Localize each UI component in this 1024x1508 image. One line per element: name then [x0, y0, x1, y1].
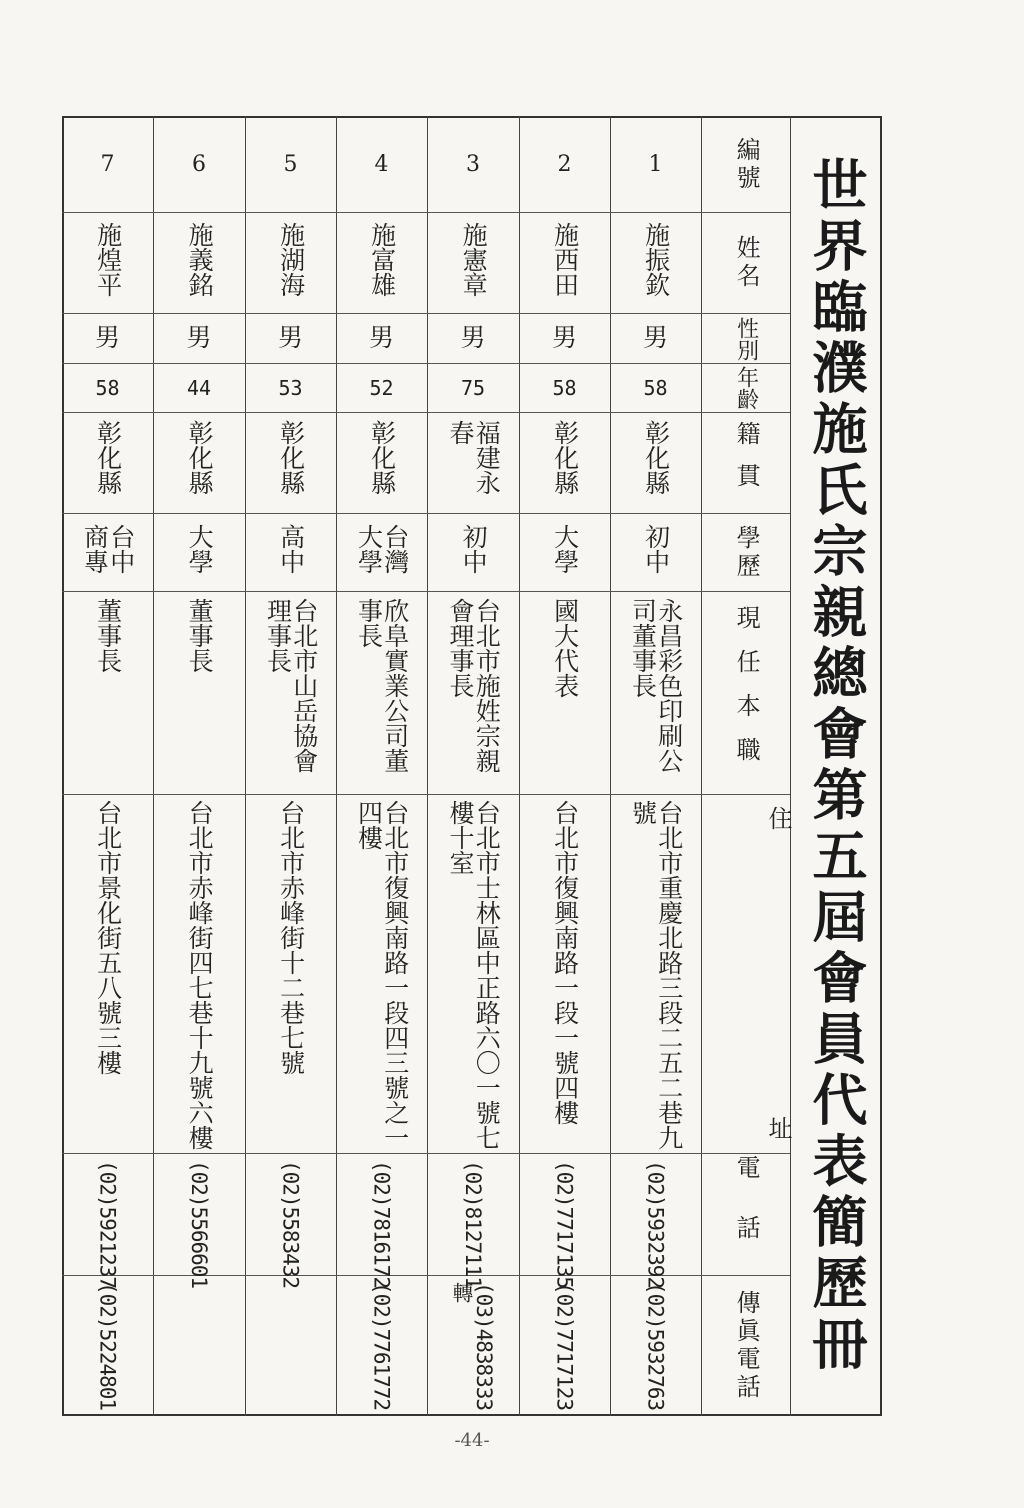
- member-2-phone-text: (02)7717135: [552, 1160, 577, 1289]
- member-4-id-text: 4: [374, 152, 389, 178]
- member-5-sex-text: 男: [277, 323, 303, 353]
- member-7-position-text: 董事長: [93, 598, 123, 673]
- member-2-education-text: 大學: [550, 524, 580, 574]
- member-7-address: [62, 800, 153, 1150]
- member-2-name-text: 施西田: [550, 222, 580, 297]
- member-3-name: [427, 222, 519, 312]
- field-divider: [62, 212, 790, 213]
- member-4-sex-text: 男: [368, 323, 394, 353]
- header-phone-text: 電話: [732, 1154, 761, 1275]
- member-2-phone: [519, 1160, 610, 1289]
- member-3-origin-text: 福建永春: [446, 420, 502, 495]
- member-5-position-text: 台北市山岳協會理事長: [263, 598, 319, 773]
- member-5-phone-text: (02)5583432: [278, 1160, 303, 1289]
- header-address-top-text: 住: [764, 806, 792, 834]
- member-3-origin: [427, 420, 519, 512]
- member-2-name: [519, 222, 610, 312]
- member-5-phone: [245, 1160, 336, 1289]
- member-3-position-text: 台北市施姓宗親會理事長: [446, 598, 502, 773]
- member-6-phone-text: (02)5566601: [187, 1160, 212, 1289]
- member-4-name-text: 施富雄: [367, 222, 397, 297]
- header-education: [701, 514, 790, 591]
- member-5-origin: [245, 420, 336, 512]
- member-5-id-text: 5: [283, 152, 298, 178]
- member-4-phone: [336, 1160, 427, 1289]
- member-2-fax: [519, 1282, 610, 1412]
- header-position-text: 現任本職: [732, 605, 761, 781]
- member-7-position: [62, 598, 153, 792]
- member-5-origin-text: 彰化縣: [276, 420, 306, 495]
- member-5-education-text: 高中: [276, 524, 306, 574]
- column-divider: [790, 116, 791, 1416]
- member-1-name-text: 施振欽: [641, 222, 671, 297]
- member-2-id-text: 2: [557, 152, 572, 178]
- member-1-sex-text: 男: [642, 323, 668, 353]
- member-2-sex-text: 男: [551, 323, 577, 353]
- member-2-fax-text: (02)7717123: [552, 1282, 577, 1411]
- document-title: [792, 116, 880, 1416]
- member-6-name: [153, 222, 245, 312]
- member-1-position: [610, 598, 701, 792]
- member-1-phone-text: (02)5932392: [643, 1160, 668, 1289]
- member-4-sex: [336, 314, 427, 363]
- member-6-sex-text: 男: [186, 323, 212, 353]
- header-sex-text: 性別: [733, 316, 759, 361]
- member-2-age: [519, 364, 610, 412]
- member-1-position-text: 永昌彩色印刷公司董事長: [628, 598, 684, 773]
- member-7-origin: [62, 420, 153, 512]
- member-5-age: [245, 364, 336, 412]
- header-name: [701, 213, 790, 313]
- member-4-id: [336, 118, 427, 212]
- member-4-age-text: 52: [369, 375, 394, 400]
- member-3-education-text: 初中: [459, 524, 489, 574]
- page-number: -44-: [454, 1430, 490, 1451]
- member-2-education: [519, 524, 610, 590]
- header-address-bottom: [701, 1110, 790, 1150]
- member-1-address-text: 台北市重慶北路三段二五二巷九號: [628, 800, 684, 1150]
- member-2-origin-text: 彰化縣: [550, 420, 580, 495]
- member-7-education: [62, 524, 153, 590]
- header-sex: [701, 314, 790, 363]
- member-4-position: [336, 598, 427, 792]
- member-3-phone-text: (02)8127111: [461, 1160, 486, 1289]
- member-6-origin: [153, 420, 245, 512]
- member-6-address: [153, 800, 245, 1150]
- member-5-education: [245, 524, 336, 590]
- member-5-name-text: 施湖海: [276, 222, 306, 297]
- member-4-address-text: 台北市復興南路一段四三號之一四樓: [354, 800, 410, 1150]
- header-origin-text: 籍貫: [732, 421, 761, 505]
- member-1-id-text: 1: [648, 152, 663, 178]
- field-divider: [62, 794, 790, 795]
- member-1-fax-text: (02)5932763: [643, 1282, 668, 1411]
- member-6-origin-text: 彰化縣: [185, 420, 215, 495]
- member-6-id: [153, 118, 245, 212]
- member-7-sex: [62, 314, 153, 363]
- member-7-origin-text: 彰化縣: [93, 420, 123, 495]
- header-id-text: 編號: [732, 137, 761, 193]
- header-phone: [701, 1154, 790, 1275]
- member-1-address: [610, 800, 701, 1150]
- member-1-id: [610, 118, 701, 212]
- member-2-address: [519, 800, 610, 1150]
- member-6-id-text: 6: [192, 152, 206, 178]
- header-id: [701, 118, 790, 212]
- member-4-origin: [336, 420, 427, 512]
- header-age: [701, 364, 790, 412]
- member-6-age-text: 44: [186, 375, 212, 400]
- member-5-fax: [245, 1282, 336, 1412]
- member-5-age-text: 53: [278, 375, 303, 400]
- member-3-sex-text: 男: [460, 323, 486, 353]
- header-position: [701, 592, 790, 794]
- member-7-fax-text: (02)5224801: [95, 1282, 120, 1411]
- member-6-name-text: 施義銘: [185, 222, 215, 297]
- member-3-position: [427, 598, 519, 792]
- member-4-address: [336, 800, 427, 1150]
- member-7-age-text: 58: [95, 375, 120, 400]
- member-2-address-text: 台北市復興南路一段一號四樓: [550, 800, 580, 1125]
- member-6-education: [153, 524, 245, 590]
- member-7-sex-text: 男: [94, 323, 120, 353]
- member-4-origin-text: 彰化縣: [367, 420, 397, 495]
- member-7-id: [62, 118, 153, 212]
- member-3-name-text: 施憲章: [459, 222, 489, 297]
- header-origin: [701, 413, 790, 513]
- member-3-sex: [427, 314, 519, 363]
- member-4-position-text: 欣阜實業公司董事長: [354, 598, 410, 773]
- member-7-phone-text: (02)5921237: [95, 1160, 120, 1289]
- field-divider: [62, 1153, 790, 1154]
- member-7-education-text: 台中商專: [80, 524, 136, 574]
- member-2-position: [519, 598, 610, 792]
- member-6-education-text: 大學: [185, 524, 215, 574]
- member-1-fax: [610, 1282, 701, 1412]
- header-education-text: 學歷: [732, 524, 761, 581]
- member-3-id-text: 3: [466, 152, 480, 178]
- member-4-name: [336, 222, 427, 312]
- member-5-name: [245, 222, 336, 312]
- member-1-name: [610, 222, 701, 312]
- member-7-address-text: 台北市景化街五八號三樓: [93, 800, 123, 1075]
- member-2-id: [519, 118, 610, 212]
- header-fax-text: 傳眞電話: [732, 1290, 761, 1402]
- member-3-fax-text: (03)4838333轉: [450, 1282, 497, 1411]
- member-1-sex: [610, 314, 701, 363]
- member-1-origin: [610, 420, 701, 512]
- member-3-fax: [427, 1282, 519, 1412]
- member-7-name: [62, 222, 153, 312]
- field-divider: [62, 412, 790, 413]
- member-5-id: [245, 118, 336, 212]
- header-name-text: 姓名: [732, 235, 761, 291]
- member-5-sex: [245, 314, 336, 363]
- member-6-position-text: 董事長: [185, 598, 215, 673]
- field-divider: [62, 513, 790, 514]
- member-6-address-text: 台北市赤峰街四七巷十九號六樓: [185, 800, 215, 1150]
- member-3-age-text: 75: [460, 375, 486, 400]
- member-3-id: [427, 118, 519, 212]
- field-divider: [62, 591, 790, 592]
- member-7-fax: [62, 1282, 153, 1412]
- member-2-origin: [519, 420, 610, 512]
- member-4-fax: [336, 1282, 427, 1412]
- member-3-phone: [427, 1160, 519, 1289]
- member-6-age: [153, 364, 245, 412]
- member-7-id-text: 7: [100, 152, 115, 178]
- title-text: 世界臨濮施氏宗親總會第五屆會員代表簡歷冊: [803, 156, 868, 1376]
- header-address-top: [701, 800, 790, 840]
- member-7-age: [62, 364, 153, 412]
- member-7-name-text: 施煌平: [93, 222, 123, 297]
- member-1-education-text: 初中: [641, 524, 671, 574]
- member-3-age: [427, 364, 519, 412]
- member-1-phone: [610, 1160, 701, 1289]
- member-4-fax-text: (02)7761772: [369, 1282, 394, 1411]
- member-2-position-text: 國大代表: [550, 598, 580, 698]
- member-4-phone-text: (02)7816172: [369, 1160, 394, 1289]
- member-7-phone: [62, 1160, 153, 1289]
- member-4-age: [336, 364, 427, 412]
- field-divider: [62, 1275, 790, 1276]
- member-4-education-text: 台灣大學: [354, 524, 410, 574]
- member-3-address-text: 台北市士林區中正路六〇一號七樓十室: [446, 800, 502, 1150]
- member-5-address-text: 台北市赤峰街十二巷七號: [276, 800, 306, 1075]
- member-1-age: [610, 364, 701, 412]
- member-6-fax: [153, 1282, 245, 1412]
- member-1-origin-text: 彰化縣: [641, 420, 671, 495]
- member-4-education: [336, 524, 427, 590]
- member-3-education: [427, 524, 519, 590]
- member-6-phone: [153, 1160, 245, 1289]
- header-address-bottom-text: 址: [764, 1116, 792, 1144]
- member-1-education: [610, 524, 701, 590]
- member-5-address: [245, 800, 336, 1150]
- member-1-age-text: 58: [643, 375, 668, 400]
- member-3-address: [427, 800, 519, 1150]
- member-6-sex: [153, 314, 245, 363]
- member-2-age-text: 58: [552, 375, 577, 400]
- member-2-sex: [519, 314, 610, 363]
- header-fax: [701, 1276, 790, 1416]
- member-5-position: [245, 598, 336, 792]
- header-age-text: 年齡: [733, 366, 759, 410]
- member-6-position: [153, 598, 245, 792]
